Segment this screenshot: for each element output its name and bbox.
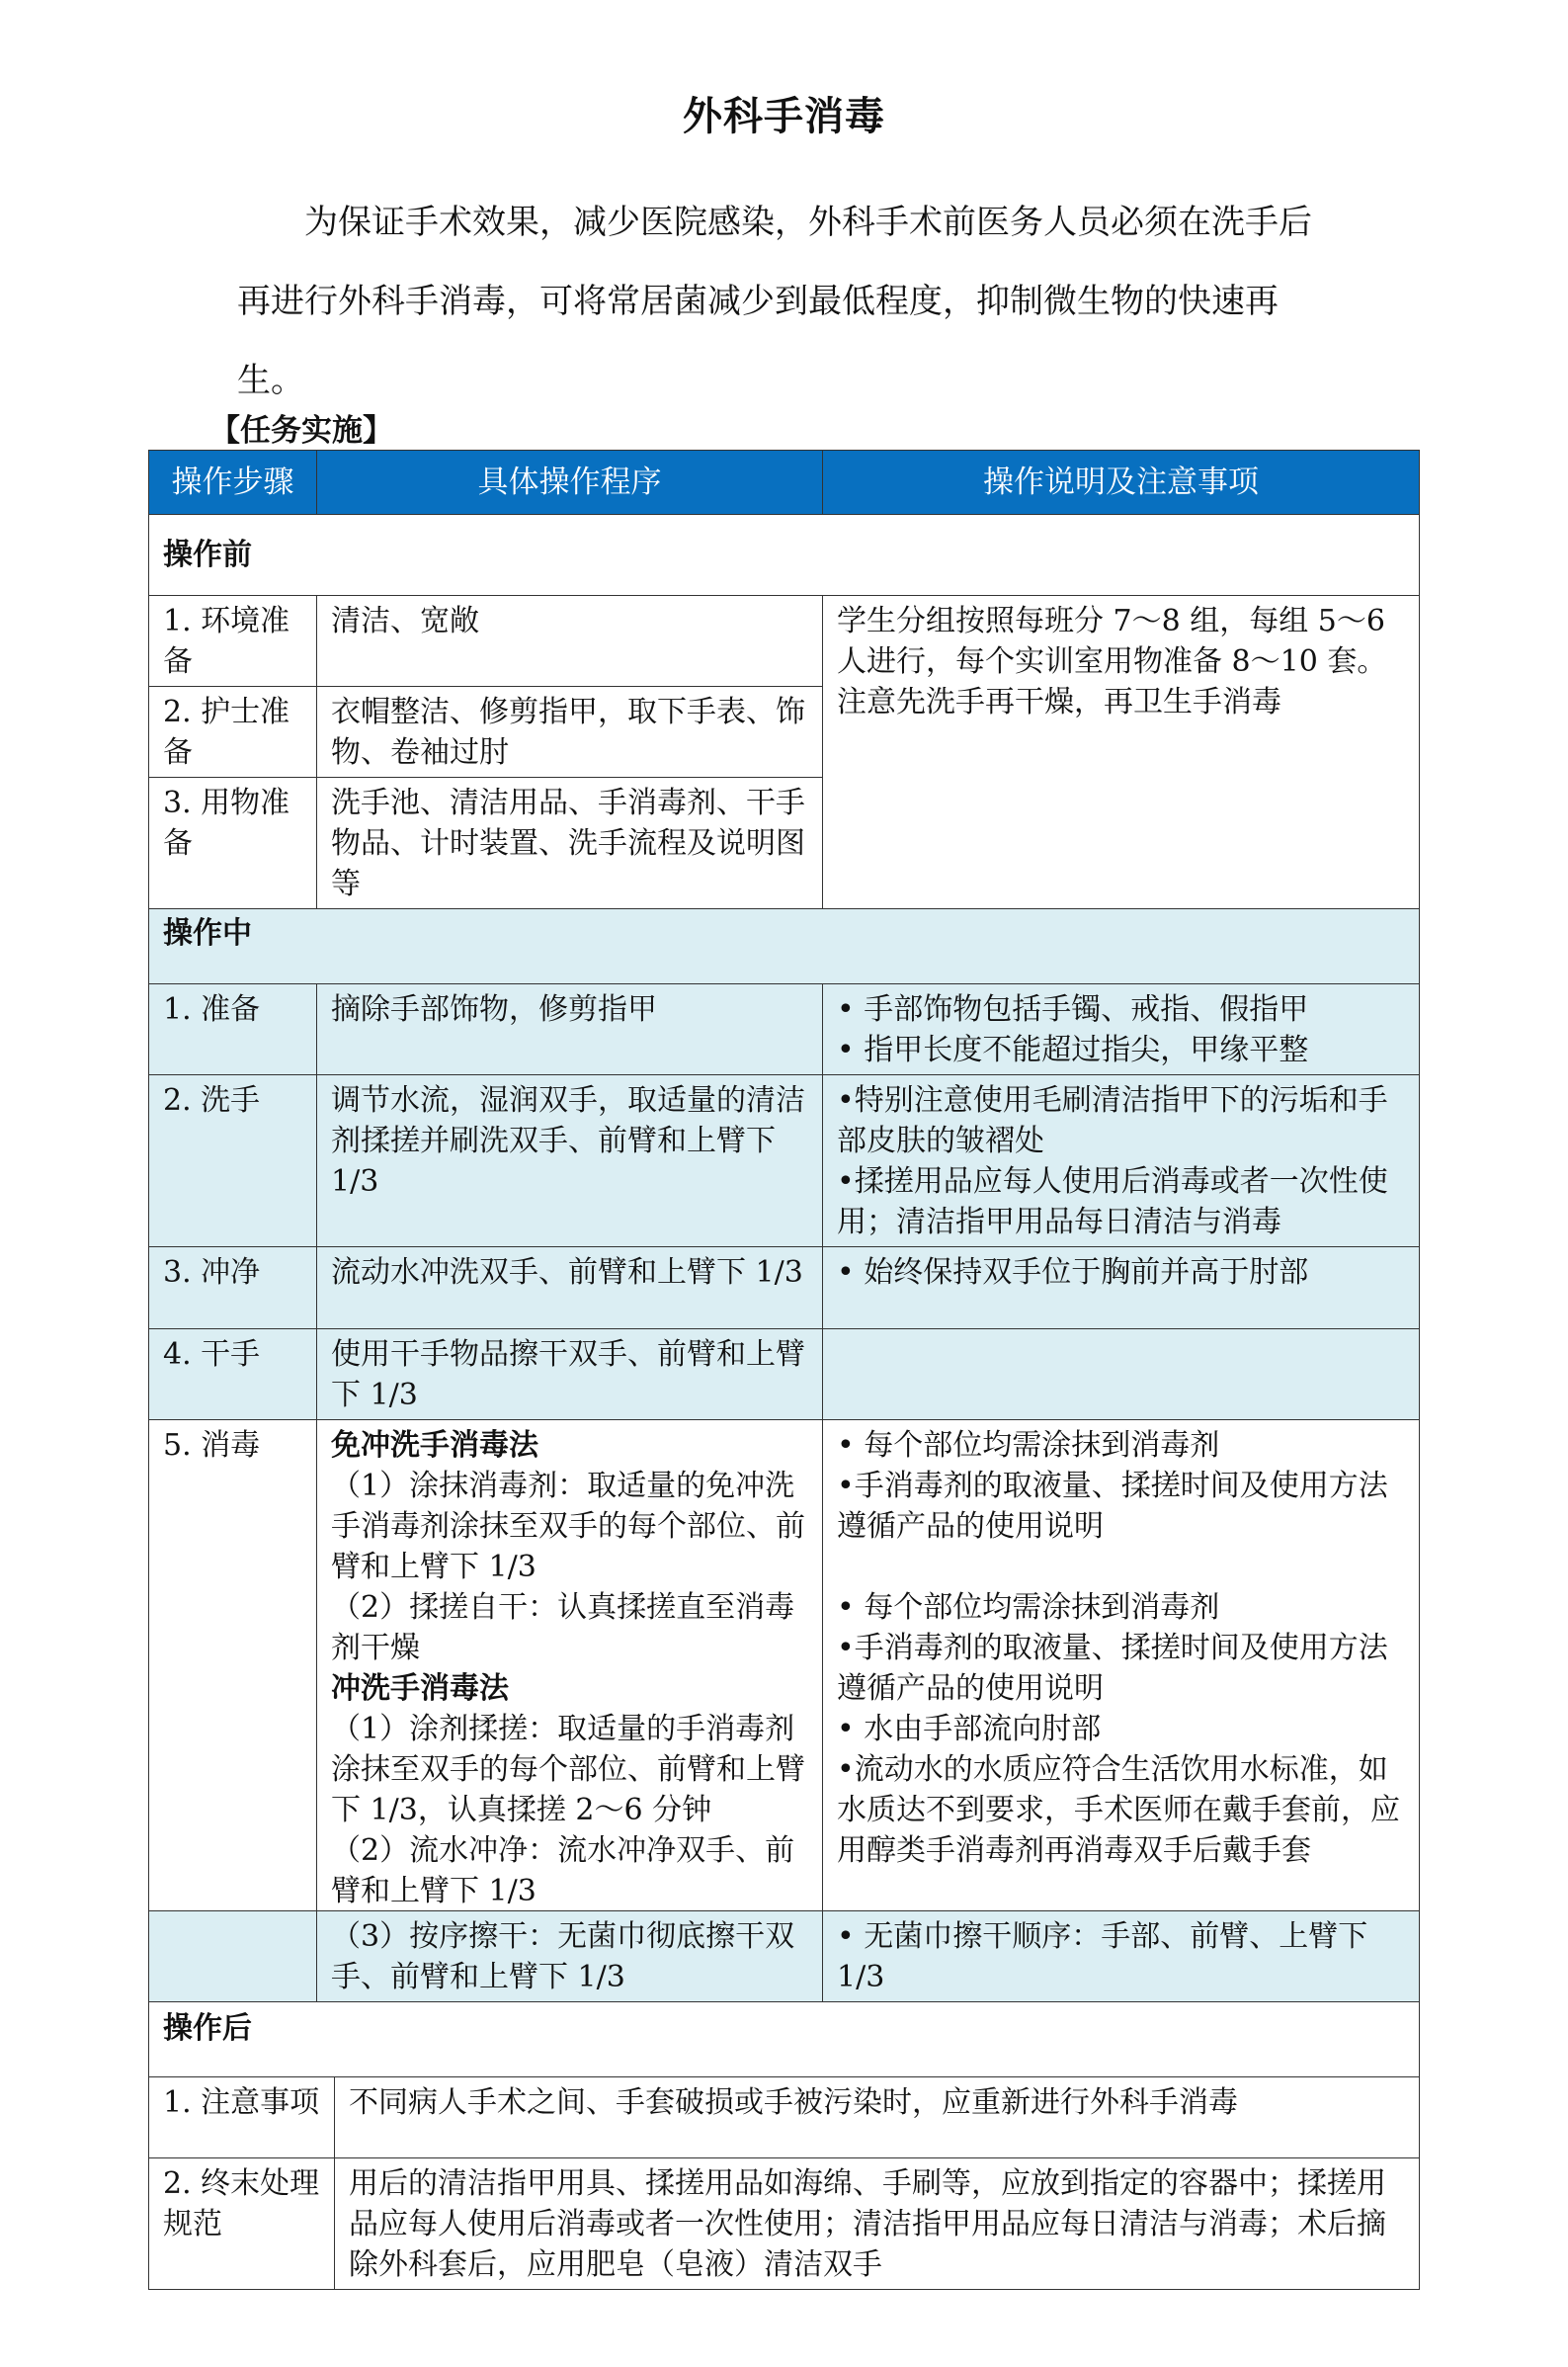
procedure-cell: 摘除手部饰物，修剪指甲: [317, 984, 823, 1075]
table-row: [149, 2158, 1420, 2290]
spacer: [837, 1547, 1405, 1587]
phase-label: 操作前: [149, 515, 1420, 596]
table-row: [149, 596, 1420, 687]
method-title: 冲洗手消毒法: [331, 1671, 509, 1706]
phase-row-during: [149, 909, 1420, 984]
procedure-cell: 清洁、宽敞: [317, 596, 823, 687]
method-item: （2）流水冲净：流水冲净双手、前臂和上臂下 1/3: [331, 1833, 795, 1908]
header-notes: 操作说明及注意事项: [823, 451, 1420, 515]
method-item: （1）涂剂揉搓：取适量的手消毒剂涂抹至双手的每个部位、前臂和上臂下 1/3，认真揉搓 2～6 分钟: [331, 1712, 805, 1827]
notes-cell: [823, 1329, 1420, 1420]
step-cell: 4. 干手: [149, 1329, 317, 1420]
note-item: • 每个部位均需涂抹到消毒剂: [837, 1590, 1220, 1625]
note-item: • 始终保持双手位于胸前并高于肘部: [837, 1255, 1309, 1290]
page-title: 外科手消毒: [683, 94, 885, 139]
note-item: • 手部饰物包括手镯、戒指、假指甲: [837, 992, 1309, 1027]
procedure-cell: 使用干手物品擦干双手、前臂和上臂下 1/3: [317, 1329, 823, 1420]
procedure-cell: 调节水流，湿润双手，取适量的清洁剂揉搓并刷洗双手、前臂和上臂下 1/3: [317, 1075, 823, 1247]
phase-label: 操作后: [149, 2002, 1420, 2077]
procedure-table-continued: [148, 1910, 1420, 2290]
procedure-cell: [317, 1420, 823, 1916]
note-item: • 每个部位均需涂抹到消毒剂: [837, 1428, 1220, 1463]
note-item: •揉搓用品应每人使用后消毒或者一次性使用；清洁指甲用品每日清洁与消毒: [837, 1164, 1388, 1239]
step-cell: 5. 消毒: [149, 1420, 317, 1916]
procedure-cell: （3）按序擦干：无菌巾彻底擦干双手、前臂和上臂下 1/3: [317, 1911, 823, 2002]
phase-label: 操作中: [149, 909, 1420, 984]
table-row: [149, 1911, 1420, 2002]
procedure-table: [148, 450, 1420, 1916]
table-row: [149, 1420, 1420, 1916]
step-cell: 2. 洗手: [149, 1075, 317, 1247]
notes-cell: • 无菌巾擦干顺序：手部、前臂、上臂下 1/3: [823, 1911, 1420, 2002]
phase-row-before: [149, 515, 1420, 596]
table-row: [149, 1247, 1420, 1329]
procedure-cell: 用后的清洁指甲用具、揉搓用品如海绵、手刷等，应放到指定的容器中；揉搓用品应每人使用后消毒或者一次性使用；清洁指甲用品应每日清洁与消毒；术后摘除外科套后，应用肥皂（皂液）清洁双手: [335, 2158, 1420, 2290]
intro-paragraph: 为保证手术效果，减少医院感染，外科手术前医务人员必须在洗手后再进行外科手消毒，可将常居菌减少到最低程度，抑制微生物的快速再生。: [237, 203, 1312, 400]
section-label: 【任务实施】: [209, 413, 393, 449]
note-item: •特别注意使用毛刷清洁指甲下的污垢和手部皮肤的皱褶处: [837, 1083, 1388, 1158]
table-row: [149, 984, 1420, 1075]
notes-cell: [823, 984, 1420, 1075]
method-item: （2）揉搓自干：认真揉搓直至消毒剂干燥: [331, 1590, 795, 1665]
header-procedure: 具体操作程序: [317, 451, 823, 515]
procedure-cell: 衣帽整洁、修剪指甲，取下手表、饰物、卷袖过肘: [317, 687, 823, 778]
step-cell: [149, 1911, 317, 2002]
procedure-cell: 流动水冲洗双手、前臂和上臂下 1/3: [317, 1247, 823, 1329]
notes-cell: [823, 1420, 1420, 1916]
table-row: [149, 1329, 1420, 1420]
header-step: 操作步骤: [149, 451, 317, 515]
note-item: •流动水的水质应符合生活饮用水标准，如水质达不到要求，手术医师在戴手套前，应用醇类手消毒剂再消毒双手后戴手套: [837, 1752, 1400, 1868]
note-item: •手消毒剂的取液量、揉搓时间及使用方法遵循产品的使用说明: [837, 1469, 1388, 1544]
step-cell: 2. 护士准备: [149, 687, 317, 778]
phase-row-after: [149, 2002, 1420, 2077]
step-cell: 1. 环境准备: [149, 596, 317, 687]
note-item: • 指甲长度不能超过指尖，甲缘平整: [837, 1033, 1309, 1067]
table-row: [149, 2077, 1420, 2158]
notes-cell: 学生分组按照每班分 7～8 组，每组 5～6 人进行，每个实训室用物准备 8～10 套。注意先洗手再干燥，再卫生手消毒: [823, 596, 1420, 909]
procedure-cell: 不同病人手术之间、手套破损或手被污染时，应重新进行外科手消毒: [335, 2077, 1420, 2158]
table-row: [149, 1075, 1420, 1247]
procedure-cell: 洗手池、清洁用品、手消毒剂、干手物品、计时装置、洗手流程及说明图等: [317, 778, 823, 909]
note-item: •手消毒剂的取液量、揉搓时间及使用方法遵循产品的使用说明: [837, 1631, 1388, 1706]
method-title: 免冲洗手消毒法: [331, 1428, 538, 1463]
step-cell: 3. 用物准备: [149, 778, 317, 909]
step-cell: 2. 终末处理规范: [149, 2158, 335, 2290]
note-item: • 水由手部流向肘部: [837, 1712, 1102, 1746]
table-header-row: [149, 451, 1420, 515]
method-item: （1）涂抹消毒剂：取适量的免冲洗手消毒剂涂抹至双手的每个部位、前臂和上臂下 1/3: [331, 1469, 805, 1584]
step-cell: 1. 准备: [149, 984, 317, 1075]
step-cell: 1. 注意事项: [149, 2077, 335, 2158]
notes-cell: [823, 1075, 1420, 1247]
notes-cell: [823, 1247, 1420, 1329]
step-cell: 3. 冲净: [149, 1247, 317, 1329]
